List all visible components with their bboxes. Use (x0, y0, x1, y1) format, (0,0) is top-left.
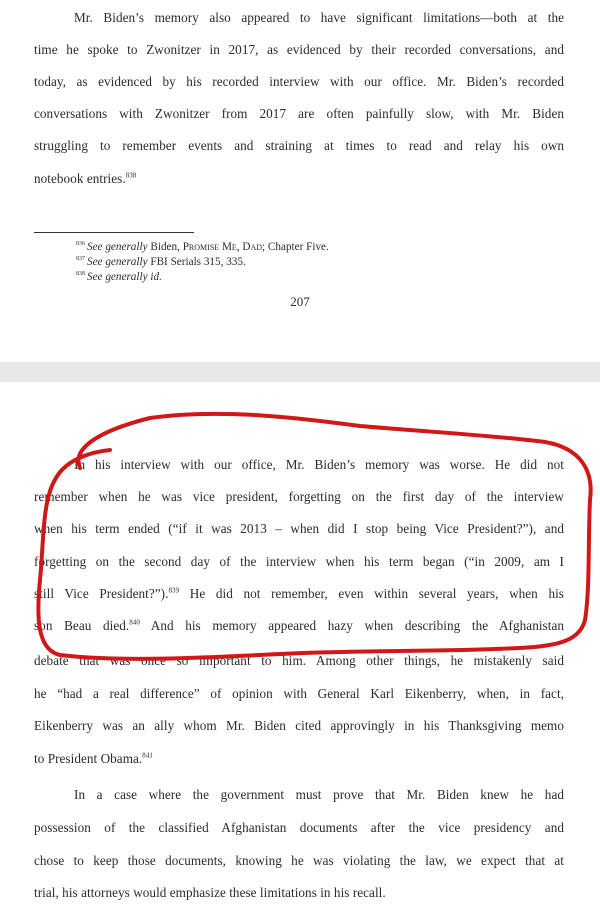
document-page-top (0, 0, 600, 362)
paragraph-line: Mr. Biden’s memory also appeared to have significant limitations—both at the (74, 10, 564, 25)
paragraph-line: time he spoke to Zwonitzer in 2017, as evidenced by their recorded conversations, and (34, 42, 564, 57)
paragraph-line: still Vice President?”).$^{839}$ He did not remember, even within several years, when his (34, 586, 564, 601)
paragraph-line: conversations with Zwonitzer from 2017 are often painfully slow, with Mr. Biden (34, 106, 564, 121)
paragraph-line-last: trial, his attorneys would emphasize these limitations in his recall. (34, 885, 386, 900)
paragraph-line: when his term ended (“if it was 2013 – when did I stop being Vice President?”), and (34, 521, 564, 536)
paragraph-line: he “had a real difference” of opinion with General Karl Eikenberry, when, in fact, (34, 686, 564, 701)
paragraph-line-last: to President Obama.$^{841}$ (34, 751, 153, 766)
paragraph-line: son Beau died.$^{840}$ And his memory appeared hazy when describing the Afghanistan (34, 618, 564, 633)
paragraph-line: In a case where the government must prove that Mr. Biden knew he had (74, 787, 564, 802)
paragraph-line: chose to keep those documents, knowing he was violating the law, we expect that at (34, 853, 564, 868)
footnote-837: $^{837}$ See generally FBI Serials 315, 335. (76, 256, 246, 268)
paragraph-line: struggling to remember events and straining at times to read and relay his own (34, 138, 564, 153)
paragraph-line: debate that was once so important to him. Among other things, he mistakenly said (34, 653, 564, 668)
paragraph-line: possession of the classified Afghanistan documents after the vice presidency and (34, 820, 564, 835)
paragraph-line: remember when he was vice president, forgetting on the first day of the interview (34, 489, 564, 504)
footnote-ref: 841 (142, 751, 153, 760)
paragraph-line: Eikenberry was an ally whom Mr. Biden cited approvingly in his Thanksgiving memo (34, 718, 564, 733)
page-number: 207 (290, 294, 310, 309)
page-separator (0, 362, 600, 382)
footnote-836: $^{836}$ See generally Biden, Promise Me, Dad; Chapter Five. (76, 241, 329, 253)
paragraph-line: today, as evidenced by his recorded interview with our office. Mr. Biden’s recorded (34, 74, 564, 89)
footnote-ref: 839 (168, 586, 180, 595)
footnote-ref: 840 (129, 618, 140, 627)
paragraph-line: In his interview with our office, Mr. Biden’s memory was worse. He did not (74, 457, 564, 472)
paragraph-line-last: notebook entries.$^{838}$ (34, 171, 137, 186)
document-page-bottom (0, 382, 600, 913)
paragraph-line: forgetting on the second day of the interview when his term began (“in 2009, am I (34, 554, 564, 569)
footnote-ref: 838 (125, 171, 137, 180)
footnote-838: $^{838}$ See generally id. (76, 271, 162, 283)
footnote-divider (34, 232, 194, 233)
